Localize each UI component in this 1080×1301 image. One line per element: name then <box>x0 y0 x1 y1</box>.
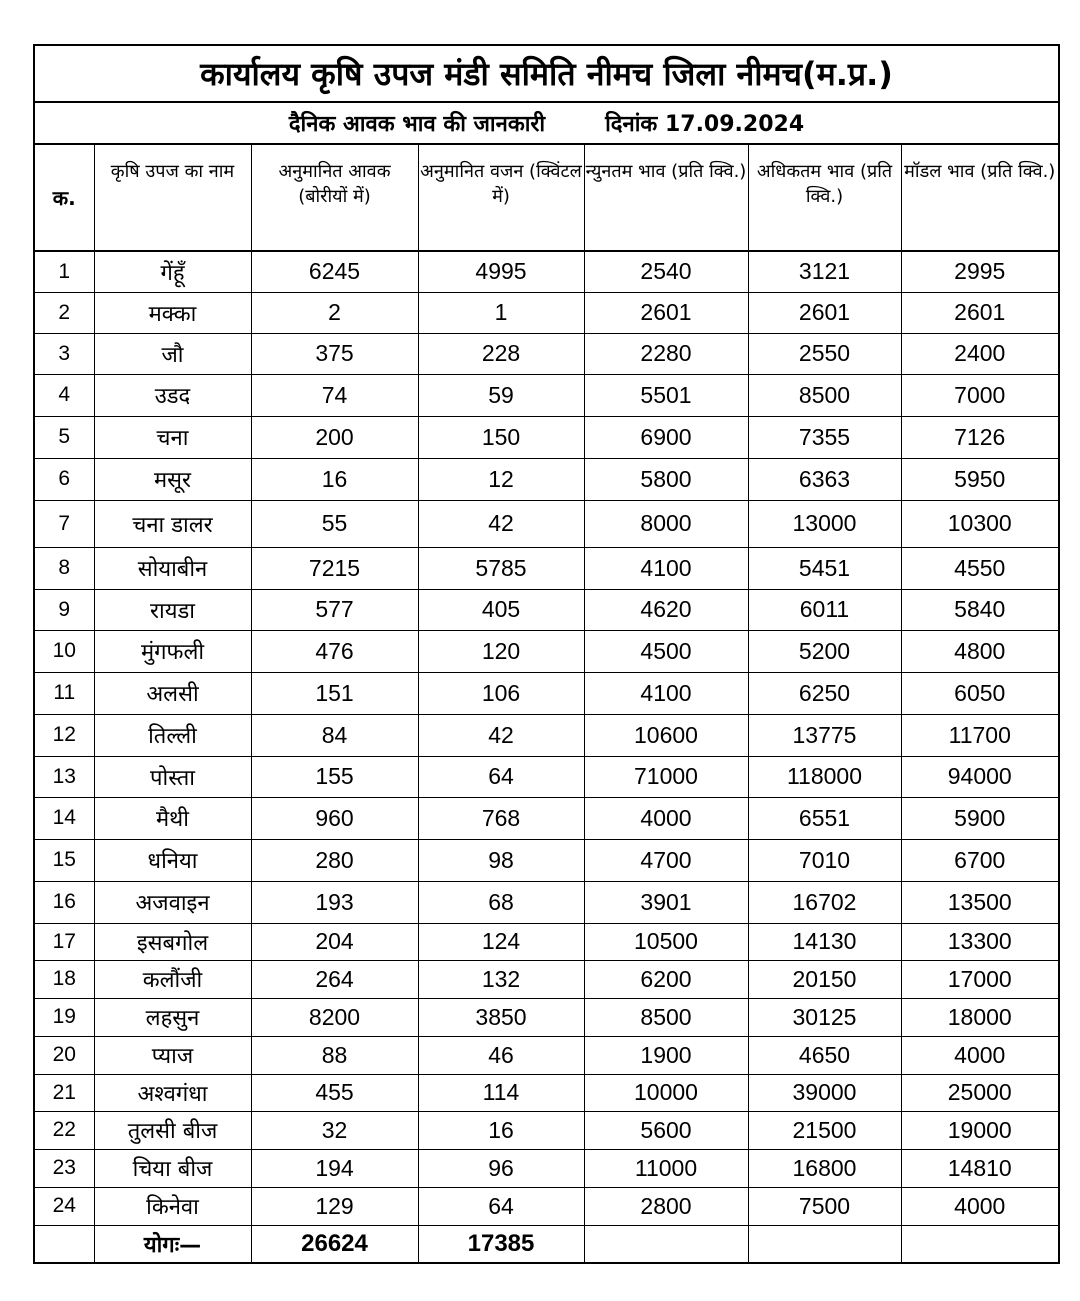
modal-price: 6050 <box>901 672 1058 714</box>
arrival-bags: 16 <box>251 458 418 500</box>
total-empty <box>748 1225 901 1262</box>
table-row <box>35 960 1058 998</box>
min-price: 6200 <box>584 960 748 998</box>
arrival-bags: 193 <box>251 881 418 923</box>
total-empty <box>35 1225 94 1262</box>
max-price: 4650 <box>748 1036 901 1074</box>
crop-name: पोस्ता <box>94 756 251 797</box>
row-sno: 10 <box>35 630 94 672</box>
crop-name: धनिया <box>94 839 251 881</box>
arrival-weight: 124 <box>418 923 584 960</box>
arrival-weight: 42 <box>418 714 584 756</box>
crop-name: चिया बीज <box>94 1149 251 1187</box>
total-empty <box>584 1225 748 1262</box>
arrival-bags: 55 <box>251 500 418 547</box>
table-row <box>35 881 1058 923</box>
min-price: 2540 <box>584 251 748 292</box>
arrival-bags: 2 <box>251 292 418 333</box>
min-price: 5800 <box>584 458 748 500</box>
crop-name: सोयाबीन <box>94 547 251 589</box>
arrival-weight: 5785 <box>418 547 584 589</box>
max-price: 6551 <box>748 797 901 839</box>
crop-name: लहसुन <box>94 998 251 1036</box>
table-row <box>35 500 1058 547</box>
arrival-weight: 150 <box>418 416 584 458</box>
arrival-weight: 132 <box>418 960 584 998</box>
min-price: 5501 <box>584 374 748 416</box>
crop-name: अजवाइन <box>94 881 251 923</box>
row-sno: 4 <box>35 374 94 416</box>
row-sno: 9 <box>35 589 94 630</box>
table-row <box>35 672 1058 714</box>
crop-name: चना <box>94 416 251 458</box>
row-sno: 17 <box>35 923 94 960</box>
arrival-bags: 155 <box>251 756 418 797</box>
table-row <box>35 251 1058 292</box>
max-price: 5451 <box>748 547 901 589</box>
crop-name: रायडा <box>94 589 251 630</box>
min-price: 4100 <box>584 672 748 714</box>
arrival-bags: 204 <box>251 923 418 960</box>
arrival-weight: 768 <box>418 797 584 839</box>
max-price: 8500 <box>748 374 901 416</box>
total-row <box>35 1225 1058 1262</box>
arrival-bags: 129 <box>251 1187 418 1225</box>
table-row <box>35 589 1058 630</box>
modal-price: 4550 <box>901 547 1058 589</box>
crop-name: मसूर <box>94 458 251 500</box>
modal-price: 2400 <box>901 333 1058 374</box>
modal-price: 14810 <box>901 1149 1058 1187</box>
table-row <box>35 1187 1058 1225</box>
row-sno: 13 <box>35 756 94 797</box>
row-sno: 18 <box>35 960 94 998</box>
arrival-weight: 3850 <box>418 998 584 1036</box>
modal-price: 4000 <box>901 1036 1058 1074</box>
row-sno: 23 <box>35 1149 94 1187</box>
column-header-sno: क. <box>35 145 94 251</box>
modal-price: 10300 <box>901 500 1058 547</box>
arrival-bags: 375 <box>251 333 418 374</box>
min-price: 11000 <box>584 1149 748 1187</box>
modal-price: 2601 <box>901 292 1058 333</box>
arrival-weight: 64 <box>418 1187 584 1225</box>
report-subtitle <box>35 103 1058 145</box>
max-price: 3121 <box>748 251 901 292</box>
column-header-max-price: अधिकतम भाव (प्रति क्वि.) <box>748 145 901 251</box>
modal-price: 18000 <box>901 998 1058 1036</box>
row-sno: 1 <box>35 251 94 292</box>
modal-price: 5840 <box>901 589 1058 630</box>
crop-name: तिल्ली <box>94 714 251 756</box>
modal-price: 5950 <box>901 458 1058 500</box>
crop-name: चना डालर <box>94 500 251 547</box>
max-price: 7500 <box>748 1187 901 1225</box>
max-price: 20150 <box>748 960 901 998</box>
crop-name: अश्वगंधा <box>94 1074 251 1111</box>
crop-name: प्याज <box>94 1036 251 1074</box>
min-price: 4620 <box>584 589 748 630</box>
arrival-weight: 120 <box>418 630 584 672</box>
min-price: 2800 <box>584 1187 748 1225</box>
arrival-bags: 455 <box>251 1074 418 1111</box>
modal-price: 19000 <box>901 1111 1058 1149</box>
modal-price: 13300 <box>901 923 1058 960</box>
min-price: 4000 <box>584 797 748 839</box>
row-sno: 22 <box>35 1111 94 1149</box>
row-sno: 12 <box>35 714 94 756</box>
max-price: 6363 <box>748 458 901 500</box>
table-row <box>35 998 1058 1036</box>
arrival-price-table <box>35 145 1058 1262</box>
table-header-row <box>35 145 1058 251</box>
max-price: 6250 <box>748 672 901 714</box>
max-price: 16702 <box>748 881 901 923</box>
min-price: 10600 <box>584 714 748 756</box>
row-sno: 2 <box>35 292 94 333</box>
row-sno: 16 <box>35 881 94 923</box>
crop-name: जौ <box>94 333 251 374</box>
table-row <box>35 547 1058 589</box>
modal-price: 7126 <box>901 416 1058 458</box>
row-sno: 24 <box>35 1187 94 1225</box>
min-price: 10500 <box>584 923 748 960</box>
max-price: 16800 <box>748 1149 901 1187</box>
modal-price: 2995 <box>901 251 1058 292</box>
max-price: 14130 <box>748 923 901 960</box>
modal-price: 13500 <box>901 881 1058 923</box>
min-price: 4100 <box>584 547 748 589</box>
modal-price: 4800 <box>901 630 1058 672</box>
column-header-bags: अनुमानित आवक (बोरीयों में) <box>251 145 418 251</box>
min-price: 10000 <box>584 1074 748 1111</box>
arrival-bags: 7215 <box>251 547 418 589</box>
table-row <box>35 1149 1058 1187</box>
arrival-bags: 151 <box>251 672 418 714</box>
table-row <box>35 1036 1058 1074</box>
table-row <box>35 630 1058 672</box>
min-price: 3901 <box>584 881 748 923</box>
table-row <box>35 714 1058 756</box>
modal-price: 4000 <box>901 1187 1058 1225</box>
arrival-weight: 1 <box>418 292 584 333</box>
page-title: कार्यालय कृषि उपज मंडी समिति नीमच जिला नीमच(म.प्र.) <box>35 46 1058 103</box>
arrival-bags: 577 <box>251 589 418 630</box>
crop-name: तुलसी बीज <box>94 1111 251 1149</box>
max-price: 2550 <box>748 333 901 374</box>
table-row <box>35 1074 1058 1111</box>
max-price: 21500 <box>748 1111 901 1149</box>
min-price: 5600 <box>584 1111 748 1149</box>
row-sno: 5 <box>35 416 94 458</box>
arrival-weight: 106 <box>418 672 584 714</box>
modal-price: 5900 <box>901 797 1058 839</box>
crop-name: किनेवा <box>94 1187 251 1225</box>
table-row <box>35 923 1058 960</box>
arrival-bags: 6245 <box>251 251 418 292</box>
report-date: दिनांक 17.09.2024 <box>605 112 805 137</box>
min-price: 4700 <box>584 839 748 881</box>
crop-name: मैथी <box>94 797 251 839</box>
row-sno: 11 <box>35 672 94 714</box>
arrival-weight: 59 <box>418 374 584 416</box>
min-price: 8000 <box>584 500 748 547</box>
total-empty <box>901 1225 1058 1262</box>
crop-name: अलसी <box>94 672 251 714</box>
crop-name: गेंहूँ <box>94 251 251 292</box>
table-row <box>35 374 1058 416</box>
arrival-bags: 84 <box>251 714 418 756</box>
modal-price: 7000 <box>901 374 1058 416</box>
arrival-weight: 405 <box>418 589 584 630</box>
mandi-rate-sheet <box>33 44 1060 1264</box>
table-row <box>35 756 1058 797</box>
min-price: 8500 <box>584 998 748 1036</box>
row-sno: 3 <box>35 333 94 374</box>
table-row <box>35 839 1058 881</box>
row-sno: 19 <box>35 998 94 1036</box>
table-row <box>35 797 1058 839</box>
column-header-weight: अनुमानित वजन (क्विंटल में) <box>418 145 584 251</box>
column-header-crop: कृषि उपज का नाम <box>94 145 251 251</box>
min-price: 4500 <box>584 630 748 672</box>
arrival-bags: 74 <box>251 374 418 416</box>
max-price: 2601 <box>748 292 901 333</box>
total-weight: 17385 <box>418 1225 584 1262</box>
report-subtitle-text: दैनिक आवक भाव की जानकारी <box>288 112 546 137</box>
arrival-weight: 68 <box>418 881 584 923</box>
row-sno: 6 <box>35 458 94 500</box>
max-price: 5200 <box>748 630 901 672</box>
min-price: 6900 <box>584 416 748 458</box>
table-row <box>35 333 1058 374</box>
crop-name: कलौंजी <box>94 960 251 998</box>
total-bags: 26624 <box>251 1225 418 1262</box>
max-price: 13000 <box>748 500 901 547</box>
row-sno: 8 <box>35 547 94 589</box>
arrival-weight: 4995 <box>418 251 584 292</box>
arrival-bags: 280 <box>251 839 418 881</box>
arrival-weight: 98 <box>418 839 584 881</box>
modal-price: 25000 <box>901 1074 1058 1111</box>
min-price: 71000 <box>584 756 748 797</box>
max-price: 118000 <box>748 756 901 797</box>
max-price: 39000 <box>748 1074 901 1111</box>
max-price: 30125 <box>748 998 901 1036</box>
max-price: 6011 <box>748 589 901 630</box>
row-sno: 14 <box>35 797 94 839</box>
arrival-weight: 12 <box>418 458 584 500</box>
row-sno: 20 <box>35 1036 94 1074</box>
min-price: 2280 <box>584 333 748 374</box>
arrival-weight: 46 <box>418 1036 584 1074</box>
modal-price: 11700 <box>901 714 1058 756</box>
crop-name: मुंगफली <box>94 630 251 672</box>
table-row <box>35 292 1058 333</box>
arrival-bags: 88 <box>251 1036 418 1074</box>
arrival-bags: 32 <box>251 1111 418 1149</box>
arrival-bags: 200 <box>251 416 418 458</box>
max-price: 7010 <box>748 839 901 881</box>
min-price: 1900 <box>584 1036 748 1074</box>
crop-name: इसबगोल <box>94 923 251 960</box>
column-header-modal-price: मॉडल भाव (प्रति क्वि.) <box>901 145 1058 251</box>
row-sno: 7 <box>35 500 94 547</box>
total-label: योगः— <box>94 1225 251 1262</box>
modal-price: 6700 <box>901 839 1058 881</box>
arrival-bags: 960 <box>251 797 418 839</box>
max-price: 7355 <box>748 416 901 458</box>
arrival-bags: 264 <box>251 960 418 998</box>
table-row <box>35 1111 1058 1149</box>
row-sno: 15 <box>35 839 94 881</box>
arrival-weight: 96 <box>418 1149 584 1187</box>
crop-name: मक्का <box>94 292 251 333</box>
max-price: 13775 <box>748 714 901 756</box>
arrival-weight: 114 <box>418 1074 584 1111</box>
modal-price: 94000 <box>901 756 1058 797</box>
modal-price: 17000 <box>901 960 1058 998</box>
arrival-weight: 16 <box>418 1111 584 1149</box>
arrival-bags: 194 <box>251 1149 418 1187</box>
table-row <box>35 458 1058 500</box>
column-header-min-price: न्युनतम भाव (प्रति क्वि.) <box>584 145 748 251</box>
table-row <box>35 416 1058 458</box>
crop-name: उडद <box>94 374 251 416</box>
arrival-weight: 228 <box>418 333 584 374</box>
arrival-weight: 42 <box>418 500 584 547</box>
arrival-bags: 8200 <box>251 998 418 1036</box>
arrival-weight: 64 <box>418 756 584 797</box>
arrival-bags: 476 <box>251 630 418 672</box>
row-sno: 21 <box>35 1074 94 1111</box>
min-price: 2601 <box>584 292 748 333</box>
